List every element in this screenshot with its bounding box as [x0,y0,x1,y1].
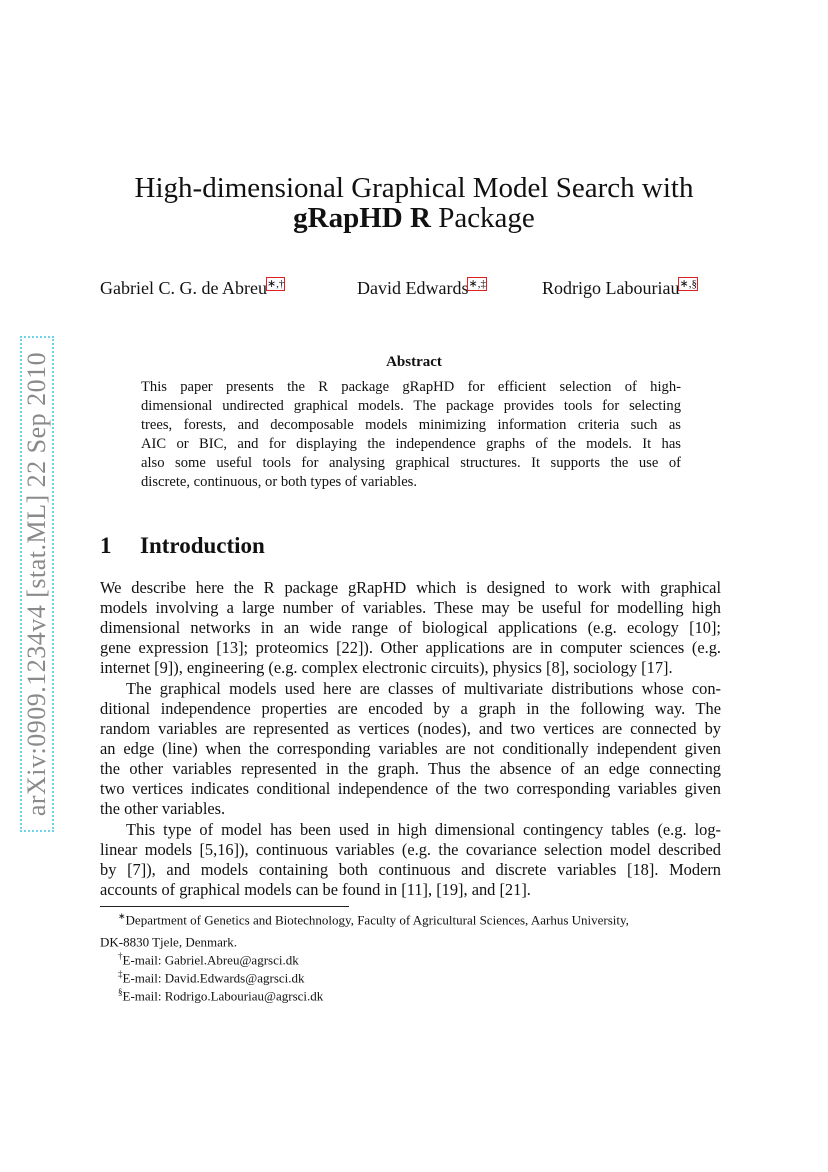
body-line: the other variables. [100,799,226,818]
body-line: two vertices indicates conditional independence of the two corresponding variables given [100,779,721,798]
footnote [118,987,323,1004]
title-package-name: gRapHD R [293,202,431,234]
body-line: dimensional networks in an wide range of biological applications (e.g. ecology [10]; [100,618,721,637]
title-line-2-rest: Package [430,202,535,234]
body-line: gene expression [13]; proteomics [22]). Other applications are in computer sciences (e.g. [100,638,721,657]
author-name: David Edwards [357,278,469,298]
footnote [118,951,299,968]
footnote [118,911,629,928]
footnote [118,969,305,986]
body-line: accounts of graphical models can be found in [11], [19], and [21]. [100,880,531,899]
footnote-rule [100,906,349,907]
footnote [100,933,237,950]
body-line: models involving a large number of variables. These may be useful for modelling high [100,598,721,617]
footnote-mark: § [118,987,123,997]
abstract-line: trees, forests, and decomposable models minimizing information criteria such as [141,417,681,433]
footnote-mark: ∗ [118,911,126,921]
footnote-text: E-mail: David.Edwards@agrsci.dk [122,970,305,986]
body-line: random variables are represented as vertices (nodes), and two vertices are connected by [100,719,721,738]
body-line: the other variables represented in the graph. Thus the absence of an edge connecting [100,759,721,778]
abstract-line: This paper presents the R package gRapHD for efficient selection of high- [141,379,681,395]
footnote-text: E-mail: Gabriel.Abreu@agrsci.dk [122,952,299,968]
body-line: internet [9]), engineering (e.g. complex electronic circuits), physics [8], sociology [17]. [100,658,673,677]
paper-title [0,173,828,233]
footnote-text: DK-8830 Tjele, Denmark. [100,934,237,950]
body-line: an edge (line) when the corresponding variables are not conditionally independent given [100,739,721,758]
body-line: The graphical models used here are classes of multivariate distributions whose con- [126,679,721,698]
body-line: ditional independence properties are encoded by a graph in the following way. The [100,699,721,718]
arxiv-stamp [20,336,54,832]
body-line: This type of model has been used in high dimensional contingency tables (e.g. log- [126,820,721,839]
section-heading [100,533,265,559]
footnote-text: Department of Genetics and Biotechnology, Faculty of Agricultural Sciences, Aarhus University, [125,912,629,928]
abstract-line: also some useful tools for analysing graphical structures. It supports the use of [141,455,681,471]
footnote-text: E-mail: Rodrigo.Labouriau@agrsci.dk [122,988,324,1004]
abstract-line: discrete, continuous, or both types of variables. [141,474,417,490]
abstract-heading: Abstract [386,354,442,370]
footnote-mark: † [118,951,123,961]
author-footnote-link[interactable]: ∗,§ [679,278,697,290]
section-number: 1 [100,533,112,558]
footnote-mark: ‡ [118,969,123,979]
author-name: Rodrigo Labouriau [542,278,680,298]
author-name: Gabriel C. G. de Abreu [100,278,267,298]
body-line: linear models [5,16]), continuous variables (e.g. the covariance selection model described [100,840,721,859]
abstract-line: dimensional undirected graphical models. The package provides tools for selecting [141,398,681,414]
author-3 [542,277,697,299]
author-footnote-link[interactable]: ∗,‡ [468,278,486,290]
author-2 [357,277,486,299]
title-line-1: High-dimensional Graphical Model Search with [134,172,694,204]
author-footnote-link[interactable]: ∗,† [266,278,285,290]
body-line: by [7]), and models containing both continuous and discrete variables [18]. Modern [100,860,721,879]
abstract-line: AIC or BIC, and for displaying the independence graphs of the models. It has [141,436,681,452]
body-line: We describe here the R package gRapHD which is designed to work with graphical [100,578,721,597]
section-title: Introduction [140,533,265,558]
arxiv-stamp-text: arXiv:0909.1234v4 [stat.ML] 22 Sep 2010 [22,351,51,817]
author-1 [100,277,284,299]
title-line-2 [0,203,828,233]
